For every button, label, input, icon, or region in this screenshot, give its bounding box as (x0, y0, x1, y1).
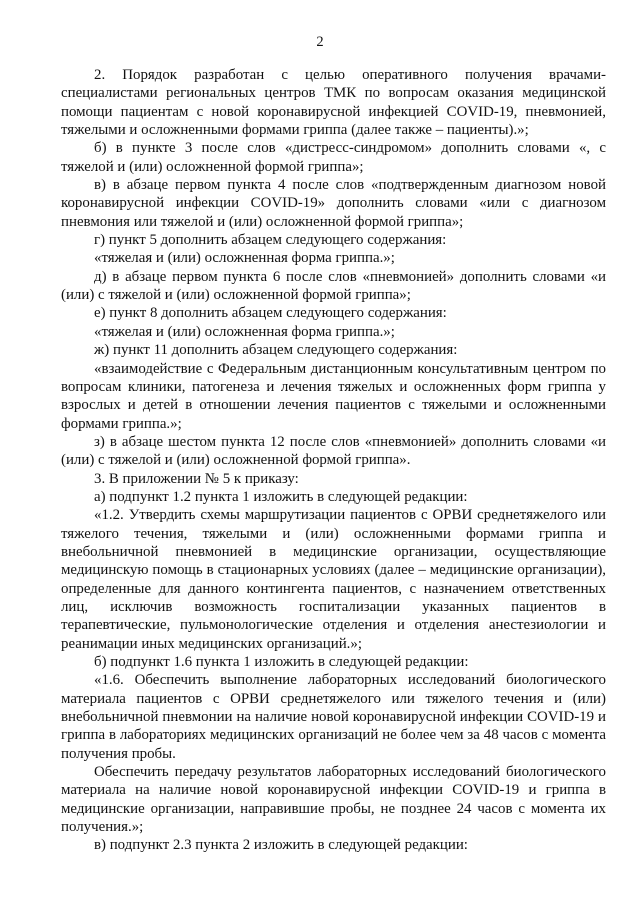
paragraph: «1.2. Утвердить схемы маршрутизации пациентов с ОРВИ среднетяжелого или тяжелого течения, тяжелыми и (или) осложненными формами гриппа и внебольничной пневмонией в медицинские организации, осуществляющие медицинскую помощь в стационарных условиях (далее – медицинские организации), определенные для данного контингента пациентов, с назначением ответственных лиц, исключив возможность госпитализации указанных пациентов в терапевтические, пульмонологические отделения и отделения анестезиологии и реанимации иных медицинских организаций.»; (61, 507, 606, 652)
paragraph: б) в пункте 3 после слов «дистресс-синдромом» дополнить словами «, с тяжелой и (или) осложненной формой гриппа»; (61, 140, 606, 175)
paragraph: е) пункт 8 дополнить абзацем следующего содержания: (94, 305, 447, 322)
paragraph: з) в абзаце шестом пункта 12 после слов «пневмонией» дополнить словами «и (или) с тяжелой и (или) осложненной формой гриппа». (61, 433, 606, 469)
paragraph: а) подпункт 1.2 пункта 1 изложить в следующей редакции: (94, 488, 468, 505)
paragraph: д) в абзаце первом пункта 6 после слов «пневмонией» дополнить словами «и (или) с тяжелой и (или) осложненной формой гриппа»; (61, 268, 606, 304)
paragraph: в) подпункт 2.3 пункта 2 изложить в следующей редакции: (94, 837, 468, 854)
paragraph: «тяжелая и (или) осложненная форма гриппа.»; (94, 323, 395, 340)
paragraph: 2. Порядок разработан с целью оперативного получения врачами-специалистами региональных центров ТМК по вопросам оказания медицинской помощи пациентам с новой коронавирусной инфекцией COVID-19, пневмонией, тяжелыми и осложненными формами гриппа (далее также – пациенты).»; (61, 67, 606, 139)
paragraph: «взаимодействие с Федеральным дистанционным консультативным центром по вопросам клиники, патогенеза и лечения тяжелых и осложненных форм гриппа у взрослых и детей в отношении лечения пациентов с тяжелыми и осложненными формами гриппа.»; (61, 360, 606, 432)
paragraph: «1.6. Обеспечить выполнение лабораторных исследований биологического материала пациентов с ОРВИ среднетяжелого или тяжелого течения и (или) внебольничной пневмонии на наличие новой коронавирусной инфекции COVID-19 и гриппа в лабораториях медицинских организаций не более чем за 48 часов с момента получения пробы. (61, 672, 606, 762)
paragraph: 3. В приложении № 5 к приказу: (94, 470, 299, 487)
page-number: 2 (316, 34, 324, 50)
paragraph: ж) пункт 11 дополнить абзацем следующего содержания: (94, 342, 458, 359)
paragraph: г) пункт 5 дополнить абзацем следующего содержания: (94, 232, 447, 249)
paragraph: Обеспечить передачу результатов лабораторных исследований биологического материала на наличие новой коронавирусной инфекции COVID-19 и гриппа в медицинские организации, направившие пробы, не позднее 24 часов с момента их получения.»; (61, 764, 606, 836)
paragraph: в) в абзаце первом пункта 4 после слов «подтвержденным диагнозом новой коронавирусной инфекции COVID-19» дополнить словами «или с диагнозом пневмония или тяжелой и (или) осложненной формой гриппа»; (61, 177, 606, 230)
paragraph: «тяжелая и (или) осложненная форма гриппа.»; (94, 250, 395, 267)
paragraph: б) подпункт 1.6 пункта 1 изложить в следующей редакции: (94, 654, 469, 670)
document-body (61, 66, 606, 855)
